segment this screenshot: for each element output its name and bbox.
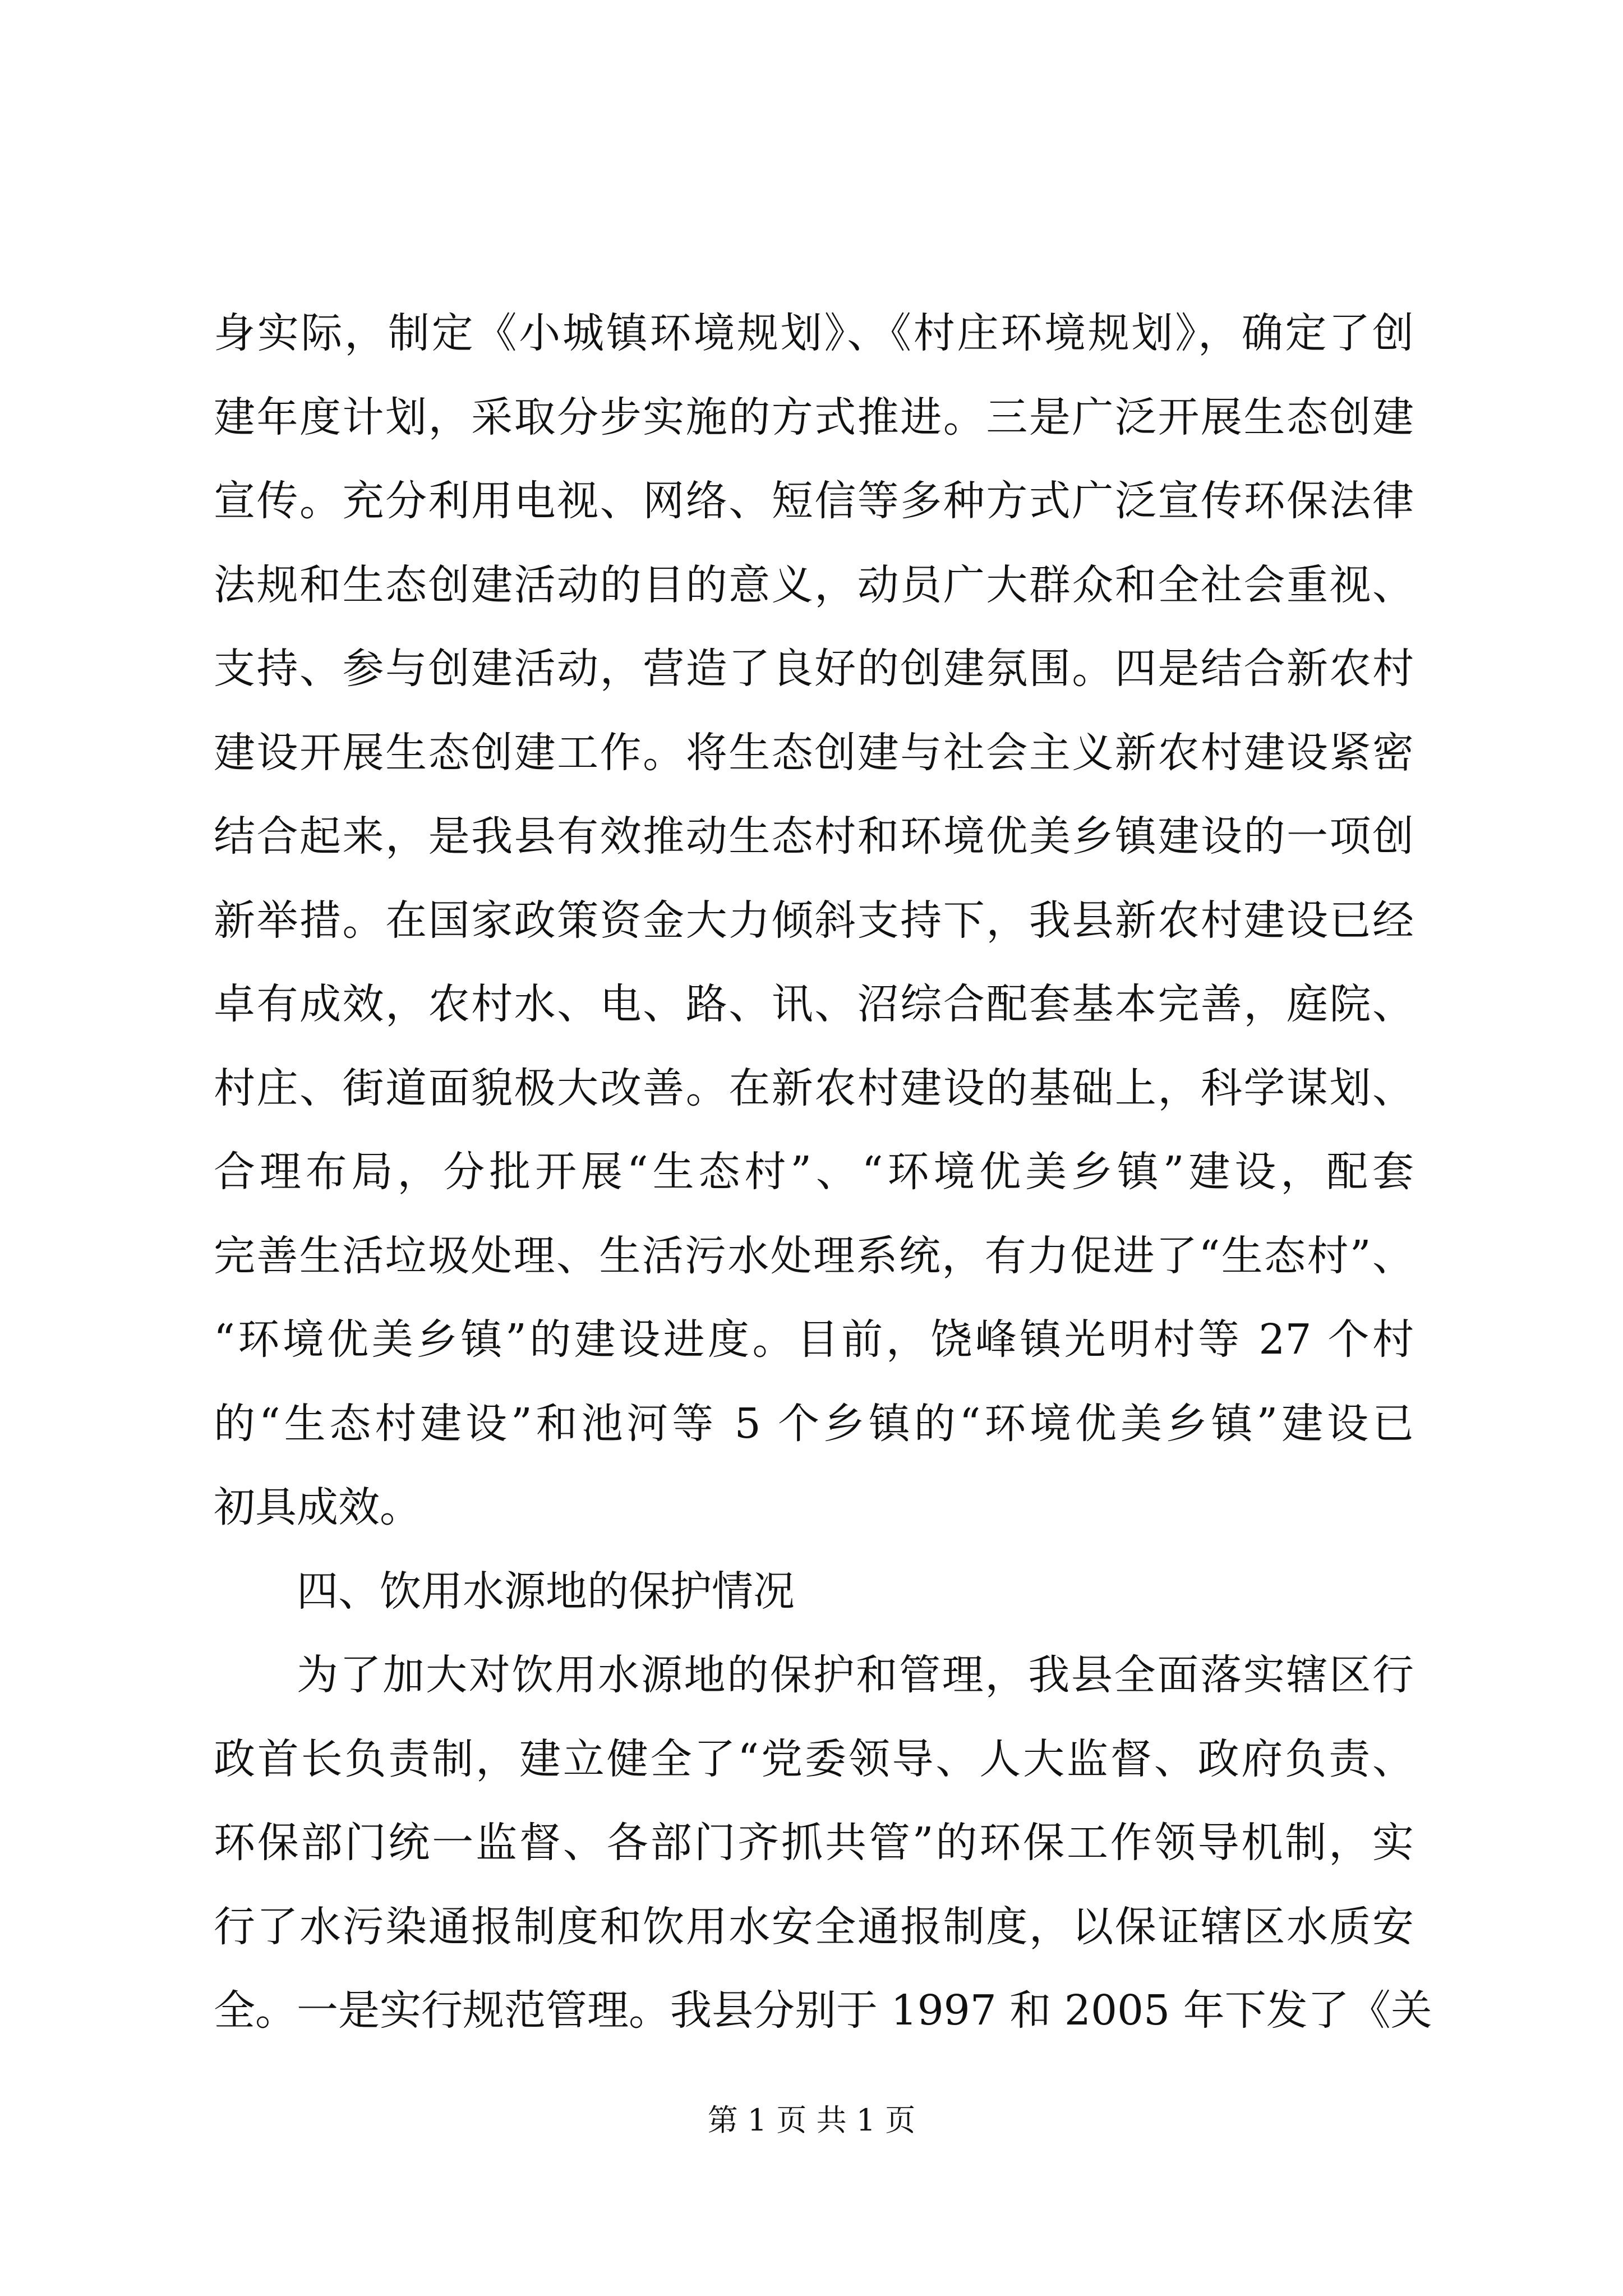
page-footer: 第 1 页 共 1 页 [707, 2102, 916, 2138]
text-line: 建年度计划，采取分步实施的方式推进。三是广泛开展生态创建 [214, 393, 1414, 441]
section-heading: 四、饮用水源地的保护情况 [297, 1567, 795, 1616]
text-line: 新举措。在国家政策资金大力倾斜支持下，我县新农村建设已经 [214, 896, 1414, 945]
text-line: 村庄、街道面貌极大改善。在新农村建设的基础上，科学谋划、 [214, 1064, 1414, 1112]
text-line: 行了水污染通报制度和饮用水安全通报制度，以保证辖区水质安 [214, 1902, 1414, 1951]
text-line: 支持、参与创建活动，营造了良好的创建氛围。四是结合新农村 [214, 645, 1414, 693]
text-line: 为了加大对饮用水源地的保护和管理，我县全面落实辖区行 [297, 1651, 1414, 1699]
text-line: “环境优美乡镇”的建设进度。目前，饶峰镇光明村等 27 个村 [214, 1315, 1414, 1364]
text-line: 的“生态村建设”和池河等 5 个乡镇的“环境优美乡镇”建设已 [214, 1399, 1414, 1448]
text-line: 卓有成效，农村水、电、路、讯、沼综合配套基本完善，庭院、 [214, 980, 1414, 1028]
document-body [214, 292, 1432, 2053]
text-line: 建设开展生态创建工作。将生态创建与社会主义新农村建设紧密 [214, 728, 1414, 777]
text-line: 结合起来，是我县有效推动生态村和环境优美乡镇建设的一项创 [214, 812, 1414, 861]
text-line: 宣传。充分利用电视、网络、短信等多种方式广泛宣传环保法律 [214, 477, 1414, 525]
text-line: 身实际，制定《小城镇环境规划》、《村庄环境规划》，确定了创 [214, 309, 1414, 357]
text-line: 法规和生态创建活动的目的意义，动员广大群众和全社会重视、 [214, 560, 1414, 609]
text-line: 初具成效。 [214, 1483, 421, 1531]
text-line: 政首长负责制，建立健全了“党委领导、人大监督、政府负责、 [214, 1734, 1414, 1783]
text-line: 全。一是实行规范管理。我县分别于 1997 和 2005 年下发了《关 [214, 1986, 1432, 2035]
text-line: 完善生活垃圾处理、生活污水处理系统，有力促进了“生态村”、 [214, 1231, 1414, 1280]
text-line: 环保部门统一监督、各部门齐抓共管”的环保工作领导机制，实 [214, 1819, 1414, 1867]
text-line: 合理布局，分批开展“生态村”、“环境优美乡镇”建设，配套 [214, 1148, 1414, 1196]
